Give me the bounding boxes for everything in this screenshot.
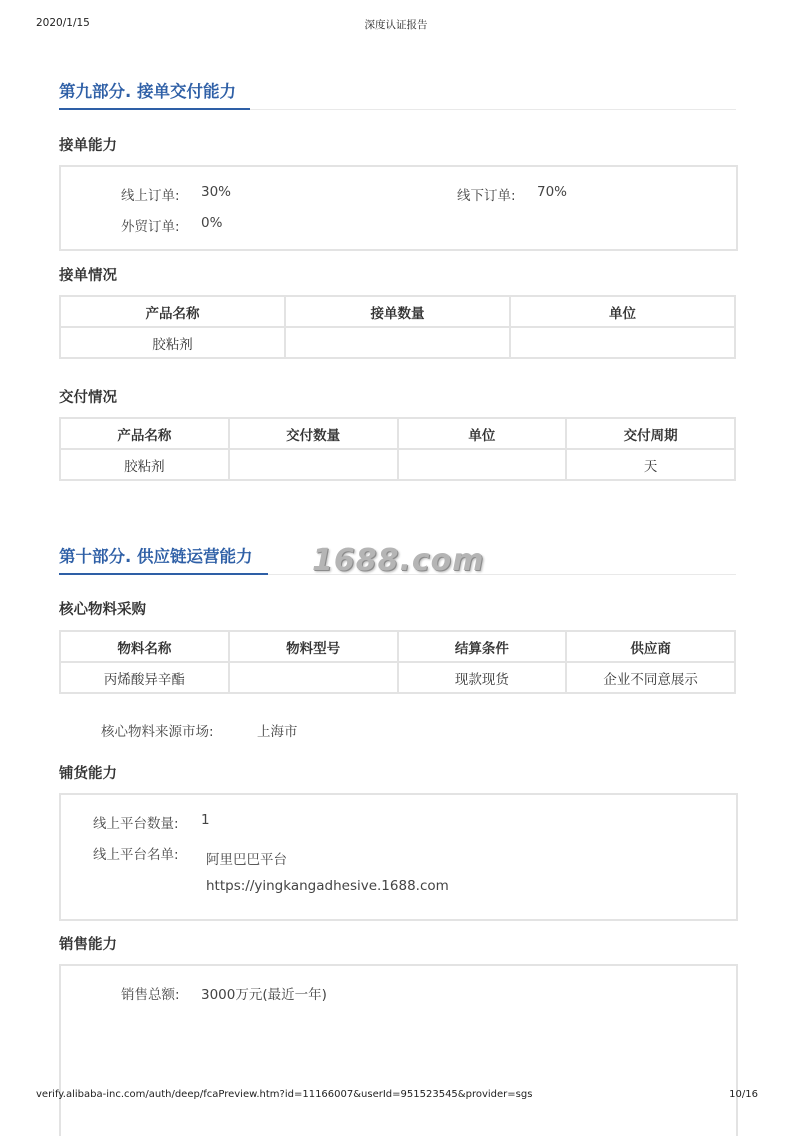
offline-order-label: 线下订单: xyxy=(457,188,516,204)
online-order-value: 30% xyxy=(201,184,232,200)
1688-watermark: 1688.com xyxy=(312,543,485,578)
table-cell: 胶粘剂 xyxy=(60,327,285,358)
footer-url: verify.alibaba-inc.com/auth/deep/fcaPreview.htm?id=11166007&userId=951523545&provider=sgs xyxy=(36,1089,533,1100)
table-header-row xyxy=(60,296,735,327)
core-material-title: 核心物料采购 xyxy=(59,602,146,618)
table-cell: 丙烯酸异辛酯 xyxy=(60,662,229,693)
sales-title: 销售能力 xyxy=(59,937,117,953)
table-cell: 企业不同意展示 xyxy=(566,662,735,693)
part9-title: 第九部分. 接单交付能力 xyxy=(59,82,237,101)
table-cell: 天 xyxy=(566,449,735,480)
order-status-table xyxy=(59,295,736,359)
part9-underline xyxy=(59,108,250,110)
offline-order-value: 70% xyxy=(537,184,568,200)
table-cell xyxy=(398,449,567,480)
material-source-label: 核心物料来源市场: xyxy=(101,724,214,740)
distribution-title: 铺货能力 xyxy=(59,766,117,782)
table-header-cell: 产品名称 xyxy=(60,418,229,449)
platform-count-label: 线上平台数量: xyxy=(93,816,179,832)
report-title: 深度认证报告 xyxy=(364,19,428,31)
page-number: 10/16 xyxy=(729,1089,758,1100)
table-header-cell: 交付数量 xyxy=(229,418,398,449)
table-header-cell: 产品名称 xyxy=(60,296,285,327)
order-capacity-box xyxy=(59,165,738,251)
order-status-title: 接单情况 xyxy=(59,268,117,284)
material-source-value: 上海市 xyxy=(257,724,298,740)
table-cell xyxy=(285,327,510,358)
order-capacity-title: 接单能力 xyxy=(59,138,117,154)
foreign-order-label: 外贸订单: xyxy=(121,219,180,235)
platform-url-link[interactable]: https://yingkangadhesive.1688.com xyxy=(206,878,449,894)
table-cell: 现款现货 xyxy=(398,662,567,693)
table-header-row xyxy=(60,631,735,662)
table-header-cell: 物料型号 xyxy=(229,631,398,662)
table-cell xyxy=(229,662,398,693)
platform-list-label: 线上平台名单: xyxy=(93,847,179,863)
platform-name: 阿里巴巴平台 xyxy=(206,852,287,868)
table-row xyxy=(60,327,735,358)
table-header-cell: 物料名称 xyxy=(60,631,229,662)
foreign-order-value: 0% xyxy=(201,215,223,231)
platform-count-value: 1 xyxy=(201,812,210,828)
delivery-status-table xyxy=(59,417,736,481)
part10-underline xyxy=(59,573,268,575)
table-header-cell: 接单数量 xyxy=(285,296,510,327)
print-date: 2020/1/15 xyxy=(36,17,90,29)
core-material-table xyxy=(59,630,736,694)
table-header-cell: 交付周期 xyxy=(566,418,735,449)
table-header-row xyxy=(60,418,735,449)
table-header-cell: 供应商 xyxy=(566,631,735,662)
online-order-label: 线上订单: xyxy=(121,188,180,204)
table-cell xyxy=(510,327,735,358)
part10-title: 第十部分. 供应链运营能力 xyxy=(59,547,253,566)
table-cell: 胶粘剂 xyxy=(60,449,229,480)
table-header-cell: 单位 xyxy=(398,418,567,449)
table-row xyxy=(60,662,735,693)
table-header-cell: 结算条件 xyxy=(398,631,567,662)
table-cell xyxy=(229,449,398,480)
sales-total-label: 销售总额: xyxy=(121,987,180,1003)
delivery-status-title: 交付情况 xyxy=(59,390,117,406)
table-header-cell: 单位 xyxy=(510,296,735,327)
sales-total-value: 3000万元(最近一年) xyxy=(201,987,327,1003)
table-row xyxy=(60,449,735,480)
